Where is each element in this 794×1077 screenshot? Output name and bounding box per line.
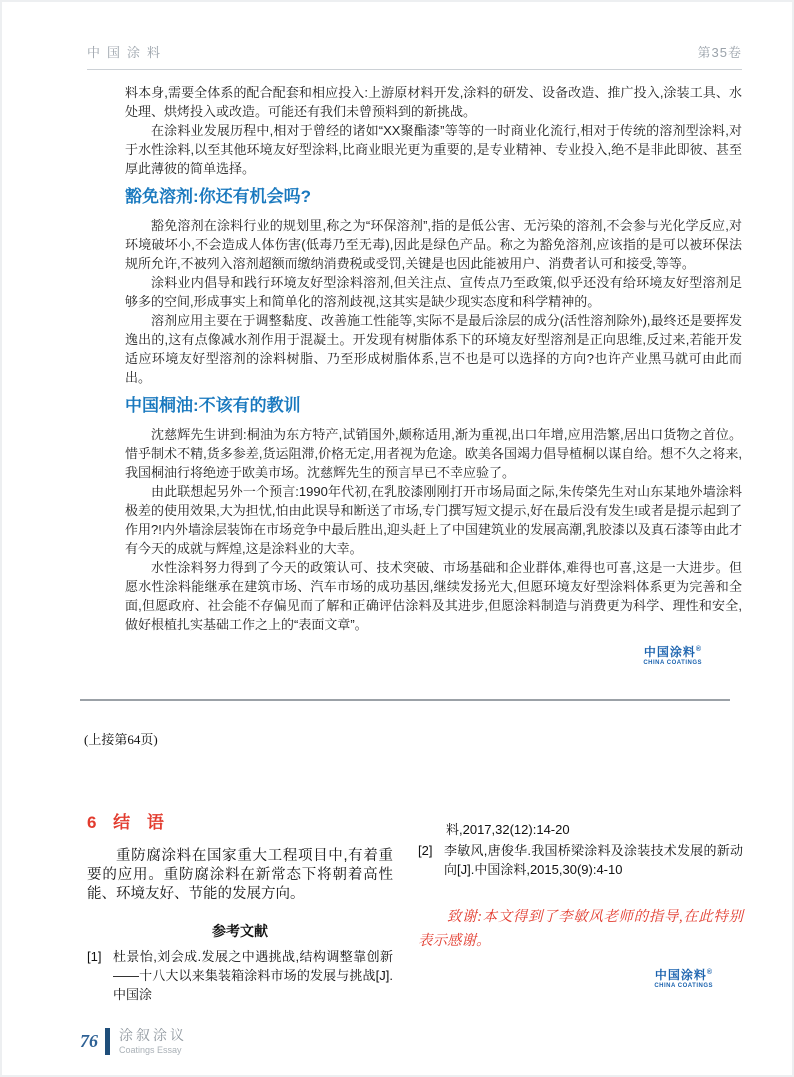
essay-paragraph: 沈慈辉先生讲到:桐油为东方特产,试销国外,颇称适用,渐为重视,出口年增,应用浩繁,居出口货物之首位。惜乎制术不精,货多参差,货运阻滞,价格无定,用者视为危途。欧美各国竭力倡导植桐以谋自给。想不久之将来,我国桐油行将绝迹于欧美市场。沈慈辉先生的预言早已不幸应验了。: [125, 427, 742, 480]
reference-continuation: 料,2017,32(12):14-20: [446, 822, 570, 837]
essay-section: [125, 83, 742, 667]
reference-label: [2]: [418, 843, 433, 858]
registered-mark: ®: [695, 646, 702, 653]
column-title-cn: 涂叙涂议: [119, 1027, 187, 1043]
continued-from-note: (上接第64页): [84, 732, 158, 747]
conclusion-heading: 6 结 语: [87, 813, 166, 832]
journal-name: 中国涂料: [87, 45, 168, 60]
reference-text: 杜景怡,刘会成.发展之中遇挑战,结构调整靠创新——十八大以来集装箱涂料市场的发展与挑战[J].中国涂: [113, 949, 393, 1002]
brand-logo-cn-text: 中国涂料: [654, 968, 707, 982]
footer-column-title: [119, 1028, 187, 1055]
registered-mark: ®: [706, 969, 713, 976]
essay-paragraph: 溶剂应用主要在于调整黏度、改善施工性能等,实际不是最后涂层的成分(活性溶剂除外),最终还是要挥发逸出的,这有点像减水剂作用于混凝土。开发现有树脂体系下的环境友好型溶剂是正向思维,反过来,若能开发适应环境友好型溶剂的涂料树脂、乃至形成树脂体系,岂不也是可以选择的方向?也许产业黑马就可由此而出。: [125, 313, 742, 385]
essay-paragraph: 由此联想起另外一个预言:1990年代初,在乳胶漆刚刚打开市场局面之际,朱传棨先生对山东某地外墙涂料极差的使用效果,大为担忧,怕由此误导和断送了市场,专门撰写短文提示,好在最后没有发生!或者是提示起到了作用?!内外墙涂层装饰在市场竞争中最后胜出,迎头赶上了中国建筑业的发展高潮,乳胶漆以及真石漆等由此才有今天的成就与辉煌,这是涂料业的大幸。: [125, 484, 742, 556]
essay-paragraph: 豁免溶剂在涂料行业的规划里,称之为“环保溶剂”,指的是低公害、无污染的溶剂,不会参与光化学反应,对环境破坏小,不会造成人体伤害(低毒乃至无毒),因此是绿色产品。称之为豁免溶剂,应该指的是可以被环保法规所允许,不被列入溶剂超额而缴纳消费税或受罚,关键是也因此能被用户、消费者认可和接受,等等。: [125, 218, 742, 271]
essay-paragraph: 料本身,需要全体系的配合配套和相应投入:上游原材料开发,涂料的研发、设备改造、推广投入,涂装工具、水处理、烘烤投入或改造。可能还有我们未曾预料到的新挑战。: [125, 85, 742, 119]
article-column-left: [87, 808, 393, 1004]
essay-paragraph: 涂料业内倡导和践行环境友好型涂料溶剂,但关注点、宣传点乃至政策,似乎还没有给环境友好型溶剂足够多的空间,形成事实上和简单化的溶剂歧视,这其实是缺少现实态度和科学精神的。: [125, 275, 742, 309]
brand-logo-cn-text: 中国涂料: [643, 645, 696, 659]
article-column-right: [418, 808, 743, 1004]
page-header: [87, 42, 742, 70]
essay-paragraph: 在涂料业发展历程中,相对于曾经的诸如“XX聚酯漆”等等的一时商业化流行,相对于传统的溶剂型涂料,对于水性涂料,以至其他环境友好型涂料,比商业眼光更为重要的,是专业精神、专业投入,绝不是非此即彼、甚至厚此薄彼的简单选择。: [125, 123, 742, 176]
brand-logo-en: CHINA COATINGS: [643, 660, 702, 667]
page-footer: [80, 1028, 187, 1055]
reference-item: [418, 841, 743, 879]
brand-logo-cn: [418, 969, 713, 982]
brand-logo-en: CHINA COATINGS: [654, 983, 713, 990]
section-heading-exempt-solvents: 豁免溶剂:你还有机会吗?: [125, 187, 312, 206]
reference-label: [1]: [87, 949, 102, 964]
column-title-en: Coatings Essay: [119, 1045, 182, 1056]
brand-logo-cn: [125, 646, 702, 659]
footer-divider-bar: [105, 1028, 110, 1055]
brand-logo: [125, 646, 742, 667]
essay-paragraph: 水性涂料努力得到了今天的政策认可、技术突破、市场基础和企业群体,难得也可喜,这是一大进步。但愿水性涂料能继承在建筑市场、汽车市场的成功基因,继续发扬光大,但愿环境友好型涂料体系更为完善和全面,但愿政府、社会能不存偏见而了解和正确评估涂料及其进步,但愿涂料制造与消费更为科学、理性和安全,做好根植扎实基础工作之上的“表面文章”。: [125, 560, 742, 632]
article-columns: [87, 808, 743, 1004]
section-heading-tung-oil: 中国桐油:不该有的教训: [125, 396, 301, 415]
page-number: 76: [80, 1031, 98, 1052]
reference-text: 李敏风,唐俊华.我国桥梁涂料及涂装技术发展的新动向[J].中国涂料,2015,30(9):4-10: [444, 843, 743, 877]
section-divider: [80, 699, 730, 701]
reference-item: [87, 947, 393, 1004]
conclusion-paragraph: 重防腐涂料在国家重大工程项目中,有着重要的应用。重防腐涂料在新常态下将朝着高性能、环境友好、节能的发展方向。: [87, 848, 393, 902]
brand-logo: [418, 969, 743, 990]
volume-number: 第35卷: [697, 45, 742, 60]
references-heading: 参考文献: [212, 923, 268, 939]
acknowledgment-note: 致谢:本文得到了李敏风老师的指导,在此特别表示感谢。: [418, 909, 743, 949]
